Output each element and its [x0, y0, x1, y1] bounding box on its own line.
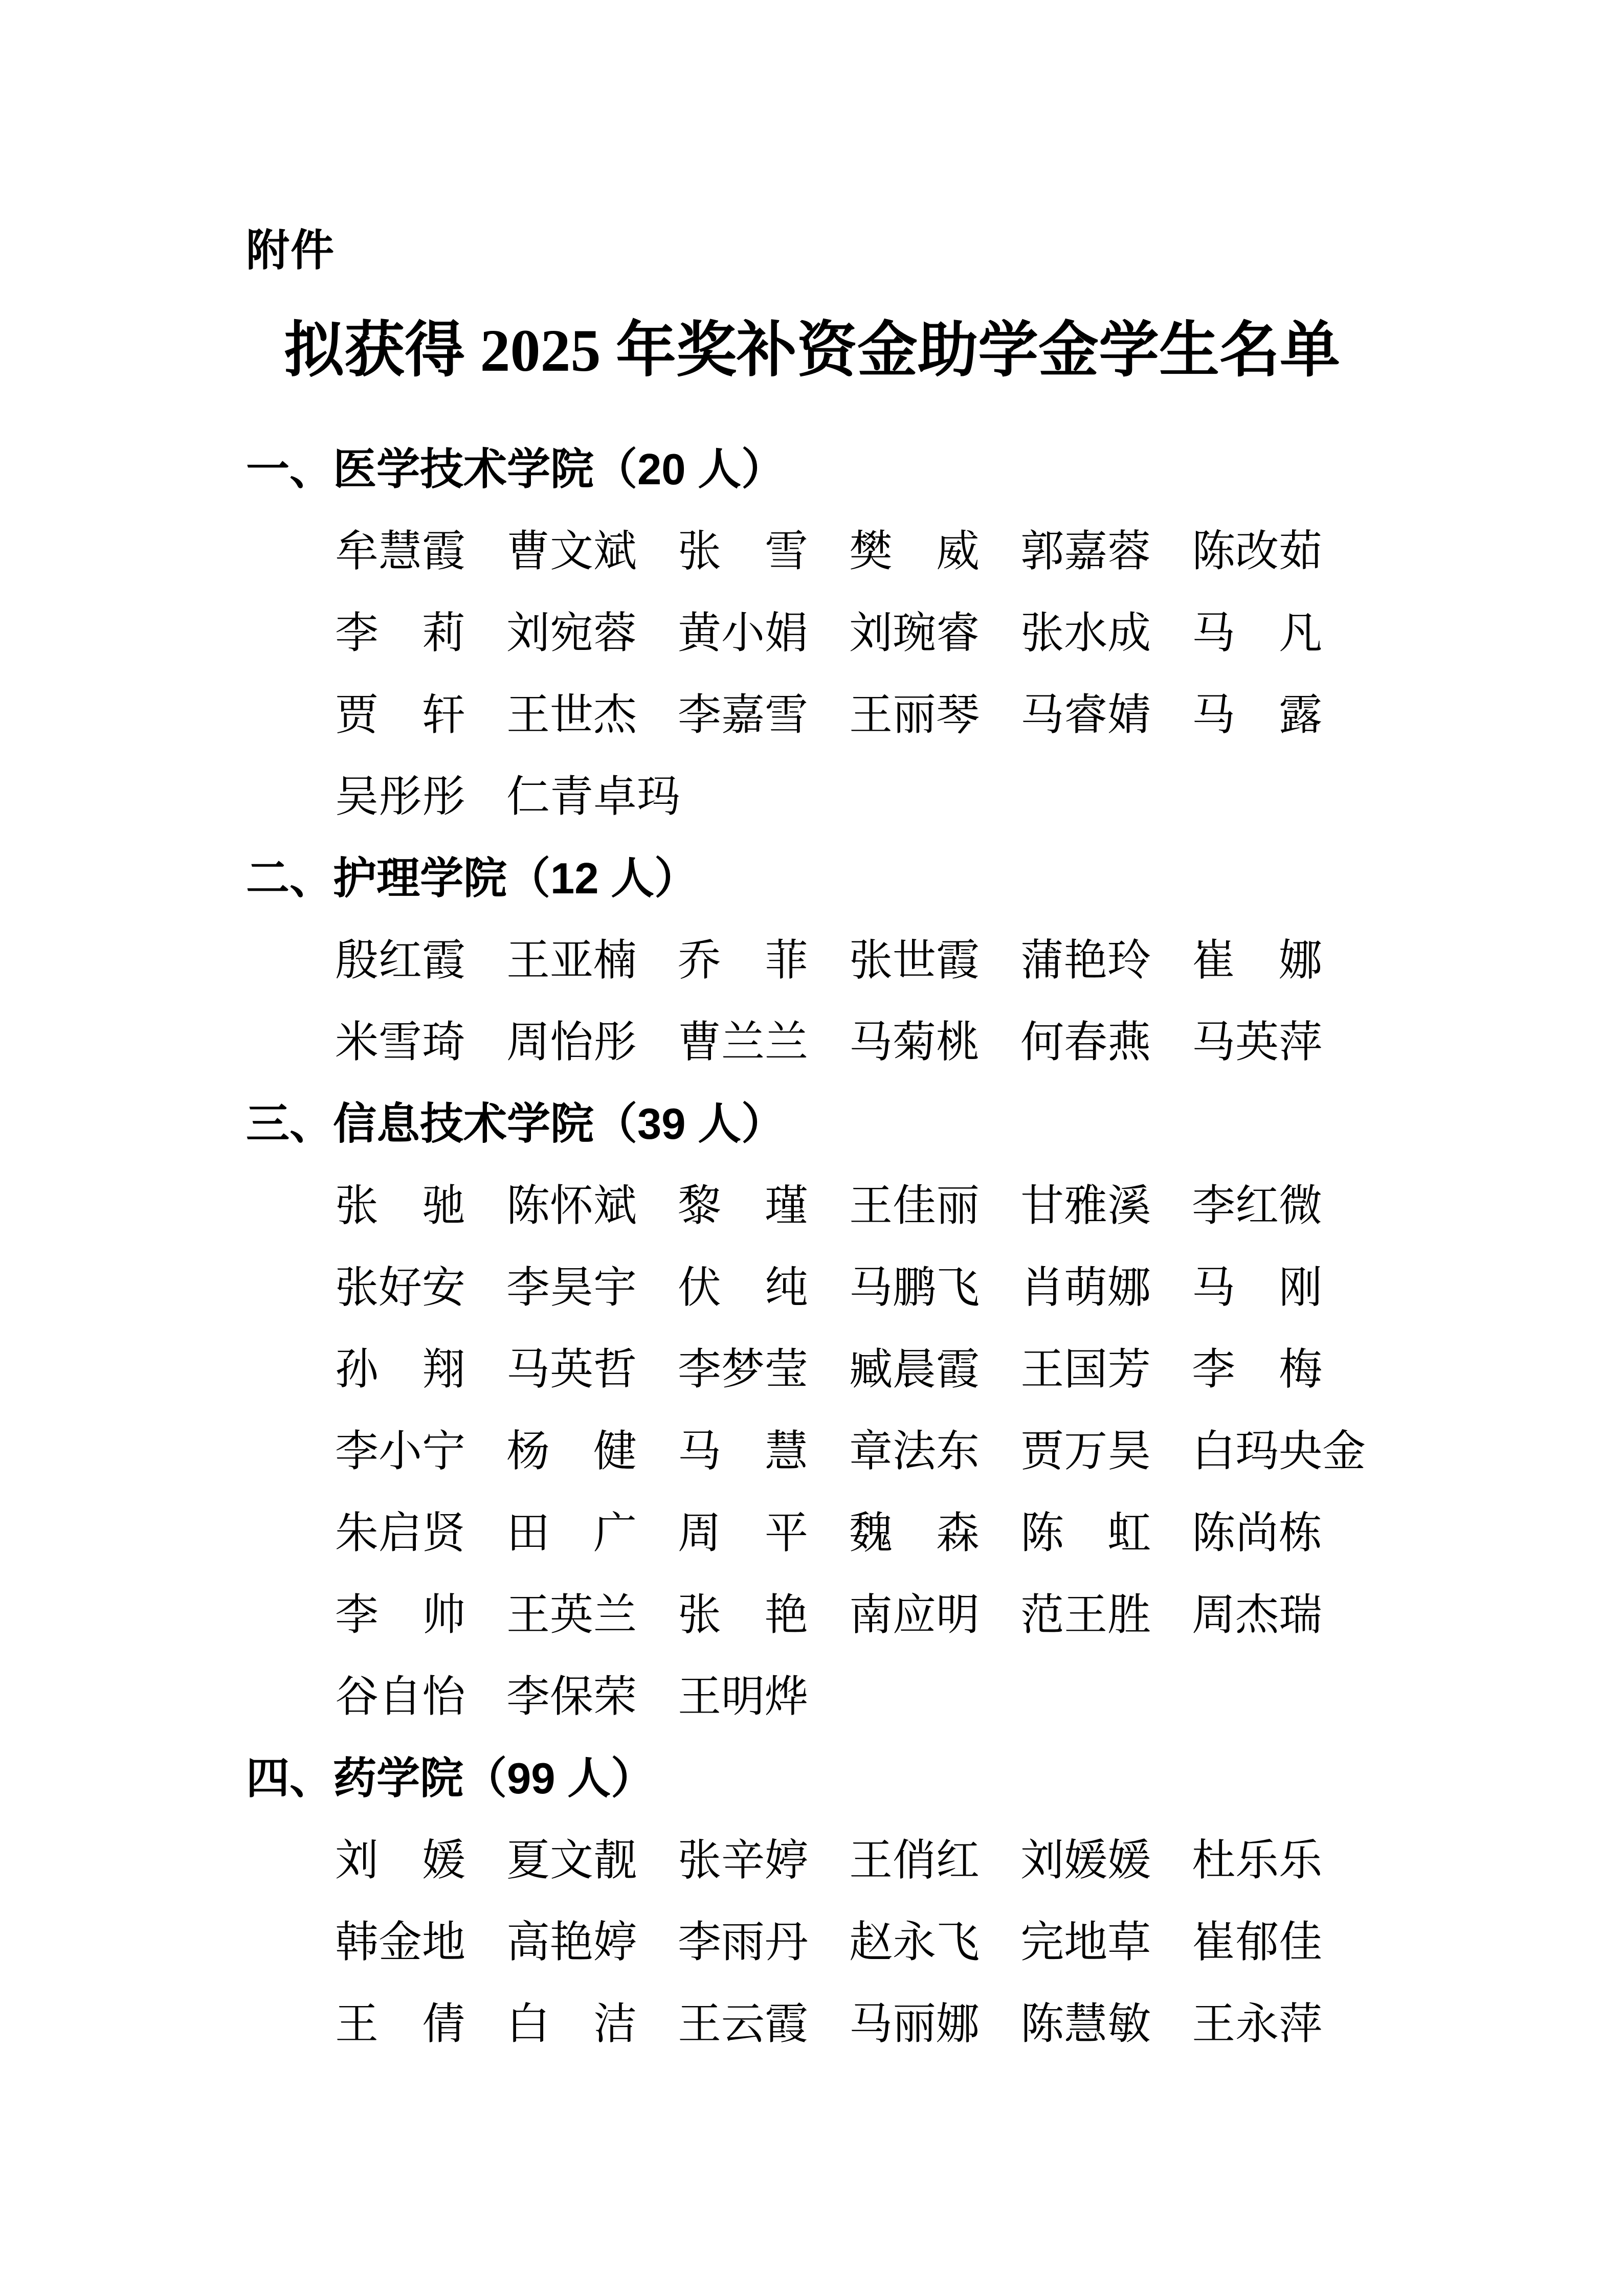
student-name: 李梦莹: [678, 1346, 809, 1394]
student-name: 李昊宇: [506, 1264, 637, 1312]
student-name: 蒲艳玲: [1020, 937, 1151, 985]
student-name: 李小宁: [335, 1428, 466, 1476]
student-name: 崔郁佳: [1192, 1919, 1323, 1967]
name-row: [0, 593, 1624, 674]
student-name: 朱启贤: [335, 1510, 466, 1558]
student-name: 乔 菲: [678, 937, 809, 985]
attachment-label: 附件: [246, 227, 336, 275]
page-title: 拟获得 2025 年奖补资金助学金学生名单: [283, 317, 1340, 384]
student-name: 白玛央金: [1192, 1428, 1366, 1476]
student-name: 肖萌娜: [1020, 1264, 1151, 1312]
section-heading-1: 一、医学技术学院（20 人）: [246, 445, 785, 494]
student-name: 陈改茹: [1192, 528, 1323, 576]
student-name: 黎 瑾: [678, 1182, 809, 1230]
student-name: 黄小娟: [678, 610, 809, 658]
student-name: 马睿婧: [1020, 691, 1151, 739]
student-name: 陈慧敏: [1020, 2000, 1151, 2049]
student-name: 马菊桃: [849, 1019, 980, 1067]
student-name: 马 刚: [1192, 1264, 1323, 1312]
student-name: 高艳婷: [506, 1919, 637, 1967]
student-name: 南应明: [849, 1591, 980, 1639]
student-name: 马英萍: [1192, 1019, 1323, 1067]
student-name: 王世杰: [506, 691, 637, 739]
student-name: 马 露: [1192, 691, 1323, 739]
name-row: [0, 511, 1624, 593]
student-name: 陈尚栋: [1192, 1510, 1323, 1558]
section-heading-2: 二、护理学院（12 人）: [246, 854, 698, 903]
student-name: 魏 森: [849, 1510, 980, 1558]
student-name: 王云霞: [678, 2000, 809, 2049]
student-name: 王永萍: [1192, 2000, 1323, 2049]
student-name: 刘宛蓉: [506, 610, 637, 658]
student-name: 李 莉: [335, 610, 466, 658]
student-name: 李 梅: [1192, 1346, 1323, 1394]
student-name: 张辛婷: [678, 1837, 809, 1885]
student-name: 范王胜: [1020, 1591, 1151, 1639]
student-name: 王丽琴: [849, 691, 980, 739]
student-name: 刘琬睿: [849, 610, 980, 658]
student-name: 伏 纯: [678, 1264, 809, 1312]
student-name: 王英兰: [506, 1591, 637, 1639]
student-name: 殷红霞: [335, 937, 466, 985]
student-name: 陈怀斌: [506, 1182, 637, 1230]
student-name: 周 平: [678, 1510, 809, 1558]
student-name: 崔 娜: [1192, 937, 1323, 985]
student-name: 完地草: [1020, 1919, 1151, 1967]
student-list: [0, 429, 1624, 2065]
student-name: 夏文靓: [506, 1837, 637, 1885]
student-name: 郭嘉蓉: [1020, 528, 1151, 576]
student-name: 周杰瑞: [1192, 1591, 1323, 1639]
student-name: 田 广: [506, 1510, 637, 1558]
student-name: 吴彤彤: [335, 773, 466, 821]
name-row: [0, 1902, 1624, 1984]
name-row: [0, 1984, 1624, 2065]
name-row: [0, 1329, 1624, 1411]
student-name: 王佳丽: [849, 1182, 980, 1230]
name-row: [0, 1493, 1624, 1574]
name-row: [0, 1820, 1624, 1902]
name-row: [0, 674, 1624, 756]
student-name: 杨 健: [506, 1428, 637, 1476]
student-name: 章法东: [849, 1428, 980, 1476]
name-row: [0, 1574, 1624, 1656]
section-heading-4: 四、药学院（99 人）: [246, 1754, 655, 1803]
student-name: 周怡彤: [506, 1019, 637, 1067]
student-name: 樊 威: [849, 528, 980, 576]
student-name: 李雨丹: [678, 1919, 809, 1967]
section-heading-3: 三、信息技术学院（39 人）: [246, 1100, 785, 1149]
student-name: 曹兰兰: [678, 1019, 809, 1067]
student-name: 臧晨霞: [849, 1346, 980, 1394]
student-name: 贾 轩: [335, 691, 466, 739]
student-name: 王俏红: [849, 1837, 980, 1885]
student-name: 马鹏飞: [849, 1264, 980, 1312]
student-name: 张 艳: [678, 1591, 809, 1639]
name-row: [0, 920, 1624, 1002]
student-name: 仁青卓玛: [506, 773, 681, 821]
student-name: 牟慧霞: [335, 528, 466, 576]
student-name: 孙 翔: [335, 1346, 466, 1394]
student-name: 曹文斌: [506, 528, 637, 576]
student-name: 张水成: [1020, 610, 1151, 658]
student-name: 李保荣: [506, 1673, 637, 1721]
student-name: 刘媛媛: [1020, 1837, 1151, 1885]
student-name: 韩金地: [335, 1919, 466, 1967]
name-row: [0, 1002, 1624, 1084]
name-row: [0, 1411, 1624, 1493]
student-name: 陈 虹: [1020, 1510, 1151, 1558]
student-name: 王国芳: [1020, 1346, 1151, 1394]
student-name: 谷自怡: [335, 1673, 466, 1721]
student-name: 张 驰: [335, 1182, 466, 1230]
student-name: 刘 媛: [335, 1837, 466, 1885]
student-name: 王亚楠: [506, 937, 637, 985]
student-name: 张 雪: [678, 528, 809, 576]
student-name: 甘雅溪: [1020, 1182, 1151, 1230]
student-name: 张好安: [335, 1264, 466, 1312]
student-name: 赵永飞: [849, 1919, 980, 1967]
student-name: 白 洁: [506, 2000, 637, 2049]
student-name: 马英哲: [506, 1346, 637, 1394]
student-name: 米雪琦: [335, 1019, 466, 1067]
student-name: 李嘉雪: [678, 691, 809, 739]
student-name: 李红微: [1192, 1182, 1323, 1230]
name-row: [0, 756, 1624, 838]
student-name: 王 倩: [335, 2000, 466, 2049]
name-row: [0, 1165, 1624, 1247]
student-name: 王明烨: [678, 1673, 809, 1721]
name-row: [0, 1247, 1624, 1329]
student-name: 贾万昊: [1020, 1428, 1151, 1476]
student-name: 杜乐乐: [1192, 1837, 1323, 1885]
name-row: [0, 1656, 1624, 1738]
student-name: 李 帅: [335, 1591, 466, 1639]
student-name: 马丽娜: [849, 2000, 980, 2049]
student-name: 马 慧: [678, 1428, 809, 1476]
student-name: 张世霞: [849, 937, 980, 985]
student-name: 何春燕: [1020, 1019, 1151, 1067]
student-name: 马 凡: [1192, 610, 1323, 658]
